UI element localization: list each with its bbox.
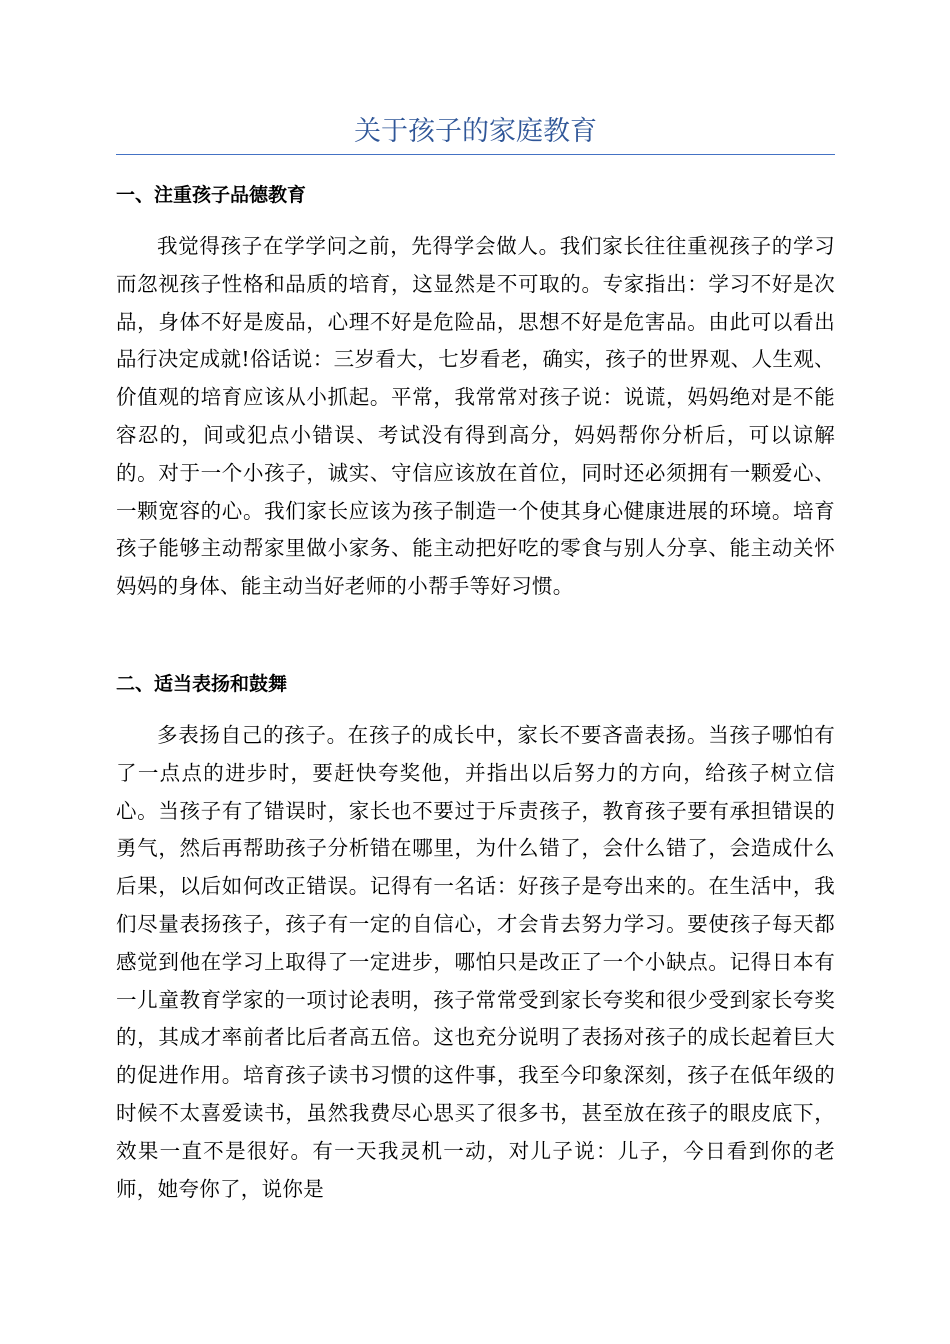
section-paragraph-moral-education: 我觉得孩子在学学问之前，先得学会做人。我们家长往往重视孩子的学习而忽视孩子性格和品质的培育，这显然是不可取的。专家指出：学习不好是次品，身体不好是废品，心理不好是危险品，思想不好是危害品。由此可以看出品行决定成就!俗话说：三岁看大，七岁看老，确实，孩子的世界观、人生观、价值观的培育应该从小抓起。平常，我常常对孩子说：说谎，妈妈绝对是不能容忍的，间或犯点小错误、考试没有得到高分，妈妈帮你分析后，可以谅解的。对于一个小孩子，诚实、守信应该放在首位，同时还必须拥有一颗爱心、一颗宽容的心。我们家长应该为孩子制造一个使其身心健康进展的环境。培育孩子能够主动帮家里做小家务、能主动把好吃的零食与别人分享、能主动关怀妈妈的身体、能主动当好老师的小帮手等好习惯。 [116,234,835,599]
section-paragraph-praise-encouragement: 多表扬自己的孩子。在孩子的成长中，家长不要吝啬表扬。当孩子哪怕有了一点点的进步时，要赶快夸奖他，并指出以后努力的方向，给孩子树立信心。当孩子有了错误时，家长也不要过于斥责孩子，教育孩子要有承担错误的勇气，然后再帮助孩子分析错在哪里，为什么错了，会什么错了，会造成什么后果，以后如何改正错误。记得有一名话：好孩子是夸出来的。在生活中，我们尽量表扬孩子，孩子有一定的自信心，才会肯去努力学习。要使孩子每天都感觉到他在学习上取得了一定进步，哪怕只是改正了一个小缺点。记得日本有一儿童教育学家的一项讨论表明，孩子常常受到家长夸奖和很少受到家长夸奖的，其成才率前者比后者高五倍。这也充分说明了表扬对孩子的成长起着巨大的促进作用。培育孩子读书习惯的这件事，我至今印象深刻，孩子在低年级的时候不太喜爱读书，虽然我费尽心思买了很多书，甚至放在孩子的眼皮底下，效果一直不是很好。有一天我灵机一动，对儿子说：儿子，今日看到你的老师，她夸你了，说你是 [116,723,835,1201]
section-heading-praise-encouragement: 二、适当表扬和鼓舞 [116,673,288,695]
title-underline [116,154,835,155]
section-heading-moral-education: 一、注重孩子品德教育 [116,184,307,206]
document-title: 关于孩子的家庭教育 [354,116,597,147]
